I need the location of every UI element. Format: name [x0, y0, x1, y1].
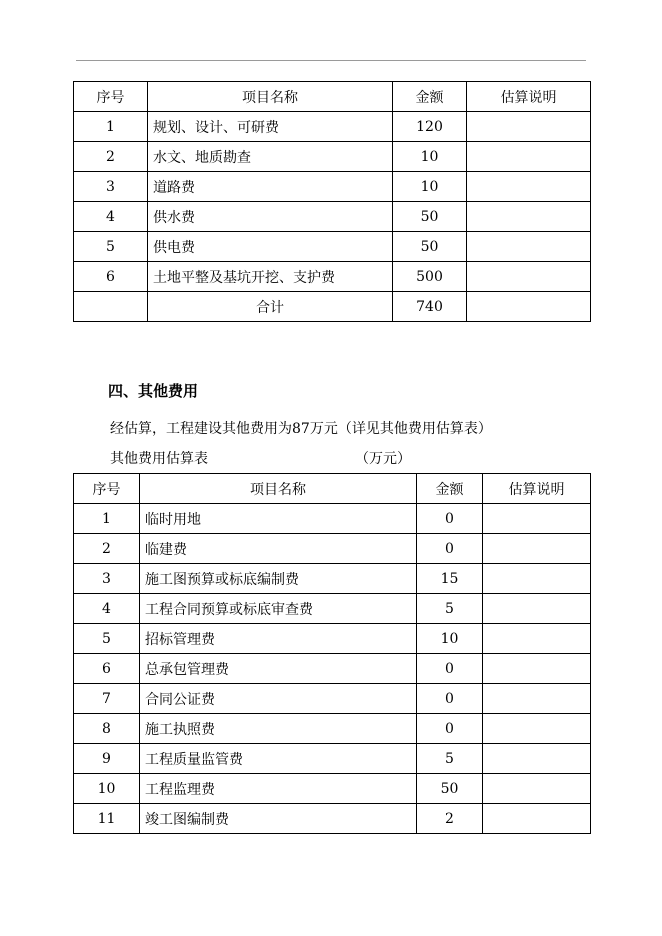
header-amount: 金额 [417, 474, 483, 504]
row-no: 1 [74, 112, 148, 142]
row-amount: 0 [417, 504, 483, 534]
row-note [467, 112, 591, 142]
row-name: 施工图预算或标底编制费 [140, 564, 417, 594]
row-amount: 0 [417, 684, 483, 714]
row-name: 供电费 [148, 232, 393, 262]
row-name: 工程监理费 [140, 774, 417, 804]
row-amount: 5 [417, 594, 483, 624]
table-row [74, 744, 591, 774]
table-row [74, 564, 591, 594]
row-amount: 120 [393, 112, 467, 142]
row-no: 6 [74, 654, 140, 684]
row-note [467, 172, 591, 202]
row-no: 5 [74, 624, 140, 654]
row-no: 7 [74, 684, 140, 714]
header-no: 序号 [74, 82, 148, 112]
row-name: 合同公证费 [140, 684, 417, 714]
row-note [483, 624, 591, 654]
row-amount: 0 [417, 534, 483, 564]
row-no: 4 [74, 594, 140, 624]
total-label: 合计 [148, 292, 393, 322]
table-row [74, 232, 591, 262]
header-rule [76, 60, 586, 61]
row-no: 1 [74, 504, 140, 534]
row-note [483, 744, 591, 774]
row-name: 招标管理费 [140, 624, 417, 654]
table-row [74, 534, 591, 564]
row-name: 土地平整及基坑开挖、支护费 [148, 262, 393, 292]
table-row [74, 112, 591, 142]
row-note [467, 262, 591, 292]
row-no: 10 [74, 774, 140, 804]
cost-table-1 [73, 81, 591, 322]
table-row [74, 172, 591, 202]
table-row [74, 804, 591, 834]
row-note [483, 774, 591, 804]
row-note [483, 594, 591, 624]
table2-caption: 其他费用估算表 [110, 451, 208, 467]
header-note: 估算说明 [483, 474, 591, 504]
cost-table-2 [73, 473, 591, 834]
row-name: 临建费 [140, 534, 417, 564]
table-header-row [74, 82, 591, 112]
header-name: 项目名称 [148, 82, 393, 112]
total-note-cell [467, 292, 591, 322]
total-row [74, 292, 591, 322]
row-name: 工程合同预算或标底审查费 [140, 594, 417, 624]
row-amount: 15 [417, 564, 483, 594]
table-row [74, 142, 591, 172]
row-no: 2 [74, 142, 148, 172]
row-note [483, 804, 591, 834]
section-title: 四、其他费用 [108, 382, 199, 400]
table-row [74, 774, 591, 804]
row-note [467, 202, 591, 232]
table-row [74, 262, 591, 292]
header-amount: 金额 [393, 82, 467, 112]
row-amount: 2 [417, 804, 483, 834]
table-row [74, 202, 591, 232]
table-row [74, 654, 591, 684]
total-no-cell [74, 292, 148, 322]
row-name: 供水费 [148, 202, 393, 232]
row-name: 临时用地 [140, 504, 417, 534]
header-name: 项目名称 [140, 474, 417, 504]
row-note [483, 504, 591, 534]
row-name: 水文、地质勘查 [148, 142, 393, 172]
row-no: 3 [74, 172, 148, 202]
header-note: 估算说明 [467, 82, 591, 112]
row-note [483, 654, 591, 684]
row-note [483, 564, 591, 594]
row-note [483, 534, 591, 564]
table-row [74, 504, 591, 534]
row-name: 施工执照费 [140, 714, 417, 744]
row-no: 6 [74, 262, 148, 292]
row-amount: 50 [417, 774, 483, 804]
row-name: 竣工图编制费 [140, 804, 417, 834]
row-amount: 10 [417, 624, 483, 654]
row-amount: 0 [417, 654, 483, 684]
table-row [74, 594, 591, 624]
row-no: 2 [74, 534, 140, 564]
table-row [74, 684, 591, 714]
table2-unit: （万元） [355, 451, 411, 467]
row-amount: 500 [393, 262, 467, 292]
row-note [467, 142, 591, 172]
row-name: 总承包管理费 [140, 654, 417, 684]
table-row [74, 714, 591, 744]
header-no: 序号 [74, 474, 140, 504]
row-amount: 5 [417, 744, 483, 774]
total-amount: 740 [393, 292, 467, 322]
row-no: 9 [74, 744, 140, 774]
row-amount: 50 [393, 232, 467, 262]
row-amount: 50 [393, 202, 467, 232]
row-no: 8 [74, 714, 140, 744]
row-note [467, 232, 591, 262]
row-no: 4 [74, 202, 148, 232]
row-name: 规划、设计、可研费 [148, 112, 393, 142]
row-amount: 10 [393, 172, 467, 202]
row-no: 11 [74, 804, 140, 834]
row-name: 道路费 [148, 172, 393, 202]
table-header-row [74, 474, 591, 504]
row-no: 3 [74, 564, 140, 594]
row-name: 工程质量监管费 [140, 744, 417, 774]
table-row [74, 624, 591, 654]
row-amount: 0 [417, 714, 483, 744]
row-no: 5 [74, 232, 148, 262]
row-amount: 10 [393, 142, 467, 172]
row-note [483, 684, 591, 714]
estimate-paragraph: 经估算，工程建设其他费用为87万元（详见其他费用估算表） [110, 421, 492, 437]
row-note [483, 714, 591, 744]
